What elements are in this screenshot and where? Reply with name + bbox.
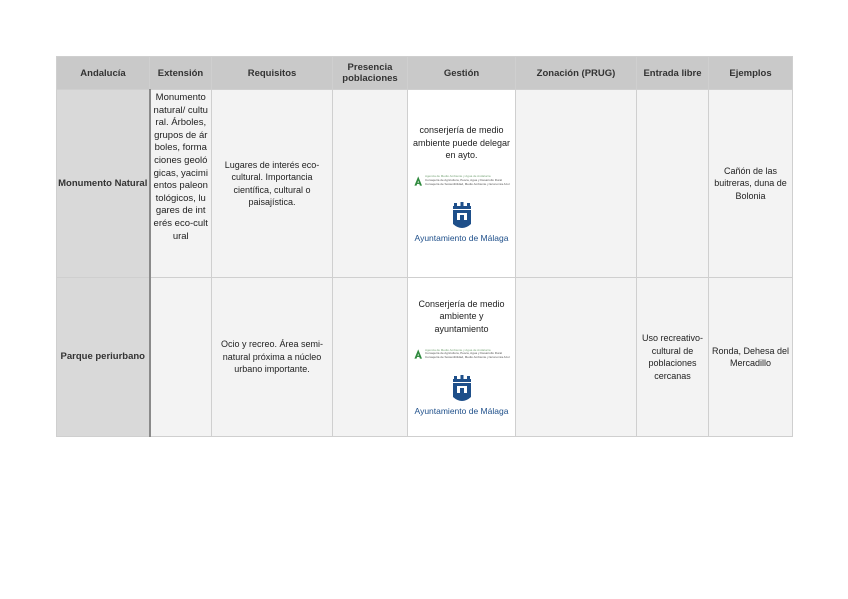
header-zonacion: Zonación (PRUG) (516, 57, 637, 90)
header-requisitos: Requisitos (212, 57, 333, 90)
junta-line-1: Agencia de Medio Ambiente y Agua de Andalucía (424, 347, 491, 352)
cell-zonacion (516, 278, 637, 437)
junta-line-1: Agencia de Medio Ambiente y Agua de Andalucía (424, 174, 491, 179)
ayuntamiento-name: Ayuntamiento de Málaga (414, 232, 509, 243)
junta-andalucia-logo (414, 166, 510, 196)
cell-ejemplos: Cañón de las buitreras, duna de Bolonia (709, 90, 793, 278)
table-row-monumento (57, 90, 793, 278)
cell-requisitos: Ocio y recreo. Área semi-natural próxima a núcleo urbano importante. (212, 278, 333, 437)
cell-extension (150, 90, 212, 278)
ayuntamiento-logo (408, 202, 515, 243)
cell-extension (150, 278, 212, 437)
cell-gestion (408, 278, 516, 437)
junta-andalucia-logo (414, 339, 510, 369)
ayuntamiento-name: Ayuntamiento de Málaga (414, 406, 509, 417)
header-entrada-libre: Entrada libre (637, 57, 709, 90)
malaga-shield-icon (451, 375, 473, 405)
header-presencia: Presencia poblaciones (333, 57, 408, 90)
junta-a-icon (414, 342, 422, 366)
ayuntamiento-logo (408, 375, 515, 416)
cell-gestion (408, 90, 516, 278)
comparison-table (56, 56, 793, 437)
header-gestion: Gestión (408, 57, 516, 90)
junta-line-2: Consejería de Agricultura, Pesca, Agua y Desarrollo Rural (424, 177, 502, 182)
junta-a-icon (414, 169, 422, 193)
cell-requisitos: Lugares de interés eco-cultural. Importancia científica, cultural o paisajística. (212, 90, 333, 278)
row-label: Monumento Natural (57, 90, 150, 278)
extension-text: Monumento natural/ cultural. Árboles, grupos de árboles, formaciones geológicas, yacimientos paleontológicos, lugares de interés eco-cultural (153, 92, 208, 242)
junta-line-3: Consejería de Sostenibilidad, Medio Ambiente y Economía Azul (424, 355, 510, 360)
header-ejemplos: Ejemplos (709, 57, 793, 90)
junta-line-3: Consejería de Sostenibilidad, Medio Ambiente y Economía Azul (424, 181, 510, 186)
junta-line-2: Consejería de Agricultura, Pesca, Agua y Desarrollo Rural (424, 351, 502, 356)
cell-zonacion (516, 90, 637, 278)
gestion-text: conserjería de medio ambiente puede delegar en ayto. (412, 125, 511, 161)
cell-entrada-libre: Uso recreativo-cultural de poblaciones cercanas (637, 278, 709, 437)
cell-entrada-libre (637, 90, 709, 278)
header-row (57, 57, 793, 90)
header-extension: Extensión (150, 57, 212, 90)
cell-presencia (333, 278, 408, 437)
row-label: Parque periurbano (57, 278, 150, 437)
malaga-shield-icon (451, 202, 473, 232)
cell-ejemplos: Ronda, Dehesa del Mercadillo (709, 278, 793, 437)
gestion-text: Conserjería de medio ambiente y ayuntamiento (418, 298, 505, 334)
header-andalucia: Andalucía (57, 57, 150, 90)
table-row-parque (57, 278, 793, 437)
cell-presencia (333, 90, 408, 278)
